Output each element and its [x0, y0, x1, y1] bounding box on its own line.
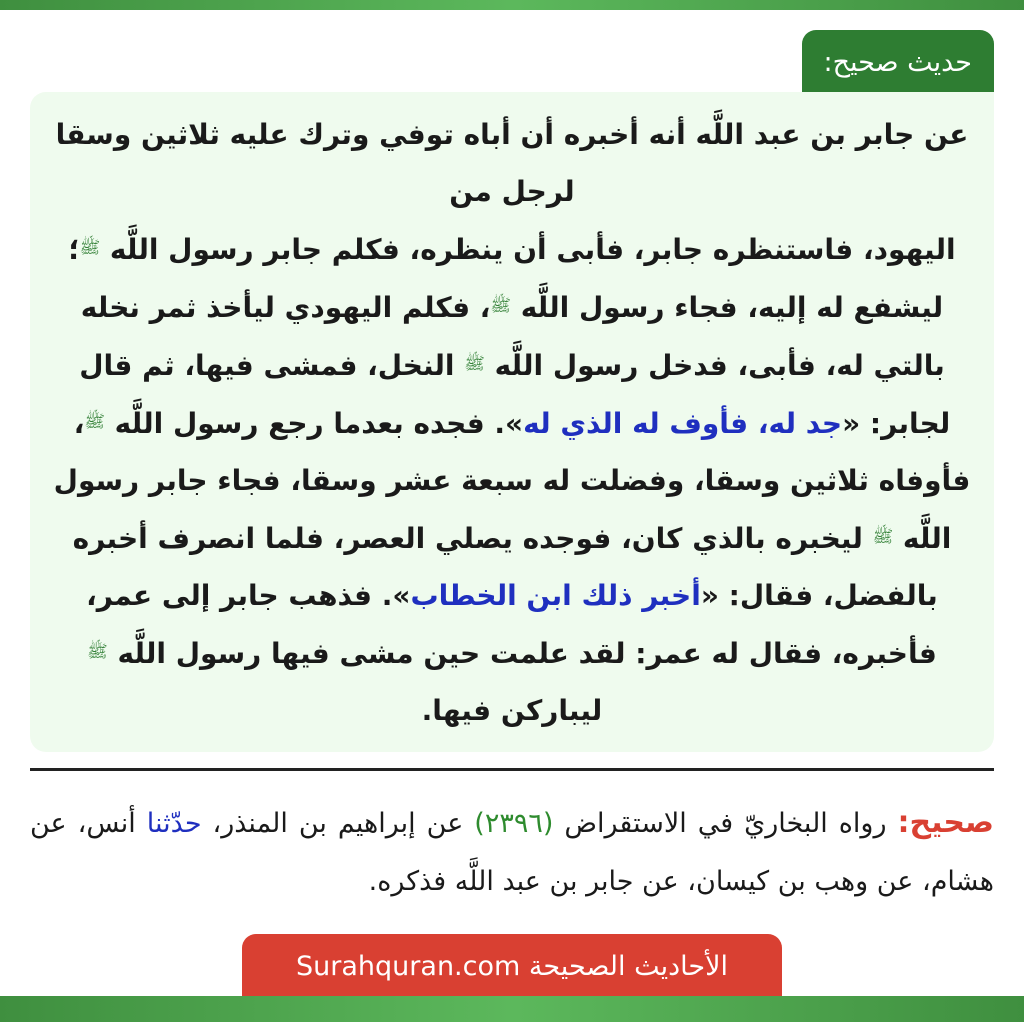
grade-label: صحيح: [897, 805, 994, 840]
prophet-quote: أخبر ذلك ابن الخطاب [410, 579, 701, 612]
salawat-glyph: ﷺ [490, 296, 511, 316]
salawat-glyph: ﷺ [464, 354, 485, 374]
hadith-reference-number: (٢٣٩٦) [474, 808, 554, 839]
hadith-label: حديث صحيح: [823, 47, 972, 78]
hadith-text-segment: اليهود، فاستنظره جابر، فأبى أن ينظره، فكلم جابر رسول اللَّه [109, 233, 956, 266]
hadith-text-box [30, 92, 994, 752]
prophet-quote: جد له، فأوف له الذي له [523, 407, 843, 440]
hadith-label-tab [802, 30, 995, 92]
grading-text: عن إبراهيم بن المنذر، [212, 808, 464, 839]
salawat-glyph: ﷺ [87, 642, 108, 662]
top-accent-bar [0, 0, 1024, 10]
hadith-text-segment: ، فأوفاه ثلاثين وسقا، وفضلت له سبعة عشر وسقا، فجاء جابر رسول اللَّه [53, 407, 971, 555]
hadith-text-segment: ليخبره بالذي كان، فوجده يصلي العصر، فلما انصرف أخبره بالفضل، فقال: « [72, 522, 938, 612]
section-divider [30, 768, 994, 771]
site-brand-badge [242, 934, 782, 996]
hadith-text-segment: ليباركن فيها. [421, 694, 603, 727]
grading-text: رواه البخاريّ في الاستقراض [564, 808, 887, 839]
bottom-accent-bar [0, 996, 1024, 1022]
hadith-text-segment: ؛ ليشفع له إليه، فجاء رسول اللَّه [68, 233, 944, 324]
salawat-glyph: ﷺ [84, 412, 105, 432]
site-brand-text: الأحاديث الصحيحة Surahquran.com [296, 951, 728, 982]
grading-note [30, 794, 994, 911]
hadith-text-segment: عن جابر بن عبد اللَّه أنه أخبره أن أباه توفي وترك عليه ثلاثين وسقا لرجل من [55, 118, 969, 208]
hadith-text-segment: ، فكلم اليهودي ليأخذ ثمر نخله بالتي له، فأبى، فدخل رسول اللَّه [80, 291, 945, 382]
salawat-glyph: ﷺ [872, 527, 894, 547]
narration-term: حدّثنا [146, 808, 202, 839]
hadith-text-segment: النخل، فمشى فيها، ثم قال لجابر: « [79, 349, 951, 440]
grading-text: أنس، عن هشام، عن وهب بن كيسان، عن جابر بن عبد اللَّه فذكره. [30, 808, 994, 897]
salawat-glyph: ﷺ [79, 238, 101, 258]
hadith-text-segment: ». فذهب جابر إلى عمر، فأخبره، فقال له عمر: لقد علمت حين مشى فيها رسول اللَّه [86, 579, 937, 670]
hadith-text-segment: ». فجده بعدما رجع رسول اللَّه [114, 407, 524, 440]
